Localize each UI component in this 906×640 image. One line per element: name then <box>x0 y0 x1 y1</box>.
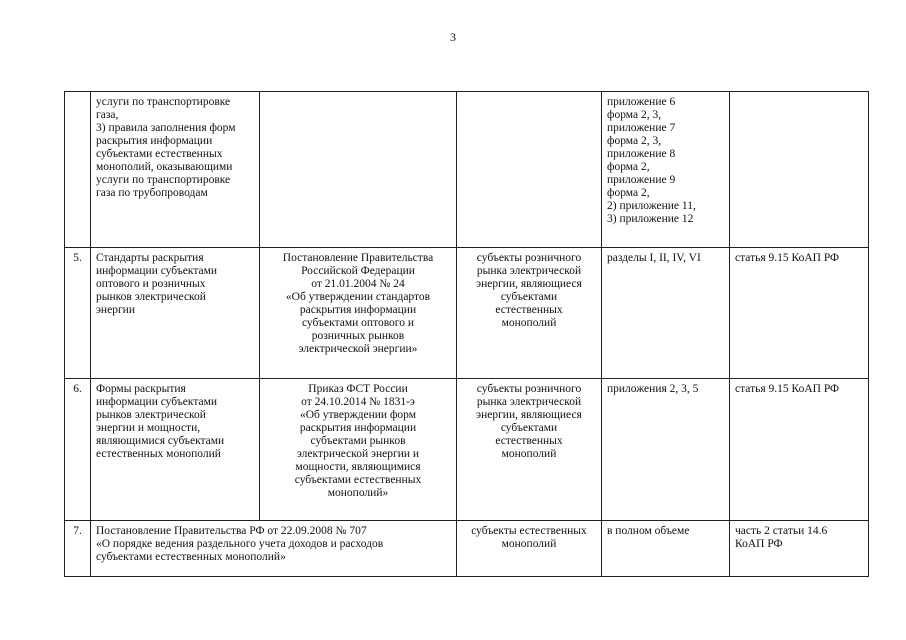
cell-text-line: услуги по транспортировке <box>96 96 231 108</box>
cell-text-line: субъекты розничного <box>476 383 582 395</box>
row-number-cell: 7. <box>65 521 91 577</box>
cell-text-line: раскрытия информации <box>299 422 417 434</box>
cell-text-line: Постановление Правительства РФ от 22.09.2008 № 707 <box>96 525 367 537</box>
sections-cell <box>602 521 730 577</box>
cell-text-line: форма 2, 3, <box>607 109 662 121</box>
liability-cell <box>730 248 869 379</box>
cell-text-line: статья 9.15 КоАП РФ <box>735 252 840 264</box>
sections-cell <box>602 379 730 521</box>
cell-text-line: естественных монополий <box>96 448 221 460</box>
subject-cell <box>91 92 260 248</box>
cell-text-line: субъектами естественных <box>96 148 223 160</box>
table-row <box>65 92 869 248</box>
cell-text-line: рынков электрической <box>96 409 206 421</box>
cell-text-line: субъекты розничного <box>476 252 582 264</box>
entities-cell <box>457 248 602 379</box>
cell-text-line: розничных рынков <box>311 330 405 342</box>
cell-text-line: в полном объеме <box>607 525 690 537</box>
cell-text-line: газа, <box>96 109 119 121</box>
cell-text-line: рынка электрической <box>476 265 582 277</box>
cell-text-line: Российской Федерации <box>301 265 415 277</box>
cell-text-line: «Об утверждении форм <box>299 409 417 421</box>
cell-text-line: приложения 2, 3, 5 <box>607 383 699 395</box>
row-number-cell: 5. <box>65 248 91 379</box>
cell-text-line: естественных <box>495 435 563 447</box>
cell-text-line: Стандарты раскрытия <box>96 252 204 264</box>
cell-text-line: приложение 7 <box>607 122 676 134</box>
cell-text-line: 3) правила заполнения форм <box>96 122 236 134</box>
subject-cell <box>91 379 260 521</box>
cell-text-line: разделы I, II, IV, VI <box>607 252 701 264</box>
cell-text-line: форма 2, <box>607 161 650 173</box>
cell-text-line: субъектами оптового и <box>301 317 415 329</box>
table-row <box>65 379 869 521</box>
cell-text-line: Постановление Правительства <box>282 252 434 264</box>
page-number: 3 <box>450 30 456 44</box>
cell-text-line: энергии и мощности, <box>96 422 201 434</box>
cell-text-line: от 21.01.2004 № 24 <box>311 278 405 290</box>
cell-text-line: приложение 8 <box>607 148 676 160</box>
cell-text-line: монополий, оказывающими <box>96 161 233 173</box>
cell-text-line: раскрытия информации <box>299 304 417 316</box>
cell-text-line: энергии, являющиеся <box>476 278 582 290</box>
cell-text-line: Формы раскрытия <box>96 383 186 395</box>
cell-text-line: статья 9.15 КоАП РФ <box>735 383 840 395</box>
liability-cell <box>730 379 869 521</box>
cell-text-line: субъектами <box>500 291 558 303</box>
cell-text-line: информации субъектами <box>96 396 218 408</box>
subject-cell <box>91 248 260 379</box>
entities-cell <box>457 521 602 577</box>
legal-act-cell <box>91 521 457 577</box>
table-row <box>65 521 869 577</box>
row-number-cell <box>65 92 91 248</box>
cell-text-line: Приказ ФСТ России <box>308 383 408 395</box>
row-number-cell: 6. <box>65 379 91 521</box>
cell-text-line: субъектами рынков <box>310 435 406 447</box>
cell-text-line: газа по трубопроводам <box>96 187 208 199</box>
cell-text-line: часть 2 статьи 14.6 <box>735 525 828 537</box>
cell-text-line: приложение 9 <box>607 174 676 186</box>
cell-text-line: электрической энергии и <box>296 448 420 460</box>
liability-cell <box>730 92 869 248</box>
table-row <box>65 248 869 379</box>
cell-text-line: от 24.10.2014 № 1831-э <box>301 396 415 408</box>
legal-act-cell <box>260 248 457 379</box>
cell-text-line: монополий <box>501 538 557 550</box>
cell-text-line: субъекты естественных <box>471 525 587 537</box>
cell-text-line: энергии <box>96 304 135 316</box>
cell-text-line: КоАП РФ <box>735 538 783 550</box>
cell-text-line: рынка электрической <box>476 396 582 408</box>
cell-text-line: информации субъектами <box>96 265 218 277</box>
cell-text-line: 2) приложение 11, <box>607 200 696 212</box>
cell-text-line: оптового и розничных <box>96 278 206 290</box>
cell-text-line: являющимися субъектами <box>96 435 225 447</box>
cell-text-line: форма 2, <box>607 187 650 199</box>
liability-cell <box>730 521 869 577</box>
cell-text-line: электрической энергии» <box>298 343 418 355</box>
sections-cell <box>602 248 730 379</box>
regulation-table <box>64 91 869 577</box>
cell-text-line: «Об утверждении стандартов <box>285 291 431 303</box>
cell-text-line: естественных <box>495 304 563 316</box>
sections-cell <box>602 92 730 248</box>
cell-text-line: субъектами естественных <box>294 474 422 486</box>
legal-act-cell <box>260 92 457 248</box>
cell-text-line: услуги по транспортировке <box>96 174 231 186</box>
cell-text-line: монополий <box>501 448 557 460</box>
cell-text-line: раскрытия информации <box>96 135 213 147</box>
cell-text-line: монополий <box>501 317 557 329</box>
entities-cell <box>457 379 602 521</box>
entities-cell <box>457 92 602 248</box>
cell-text-line: монополий» <box>327 487 389 499</box>
cell-text-line: 3) приложение 12 <box>607 213 694 225</box>
cell-text-line: «О порядке ведения раздельного учета доходов и расходов <box>96 538 384 550</box>
cell-text-line: форма 2, 3, <box>607 135 662 147</box>
legal-act-cell <box>260 379 457 521</box>
cell-text-line: субъектами <box>500 422 558 434</box>
cell-text-line: мощности, являющимися <box>295 461 421 473</box>
cell-text-line: приложение 6 <box>607 96 676 108</box>
cell-text-line: энергии, являющиеся <box>476 409 582 421</box>
cell-text-line: субъектами естественных монополий» <box>96 551 286 563</box>
cell-text-line: рынков электрической <box>96 291 206 303</box>
